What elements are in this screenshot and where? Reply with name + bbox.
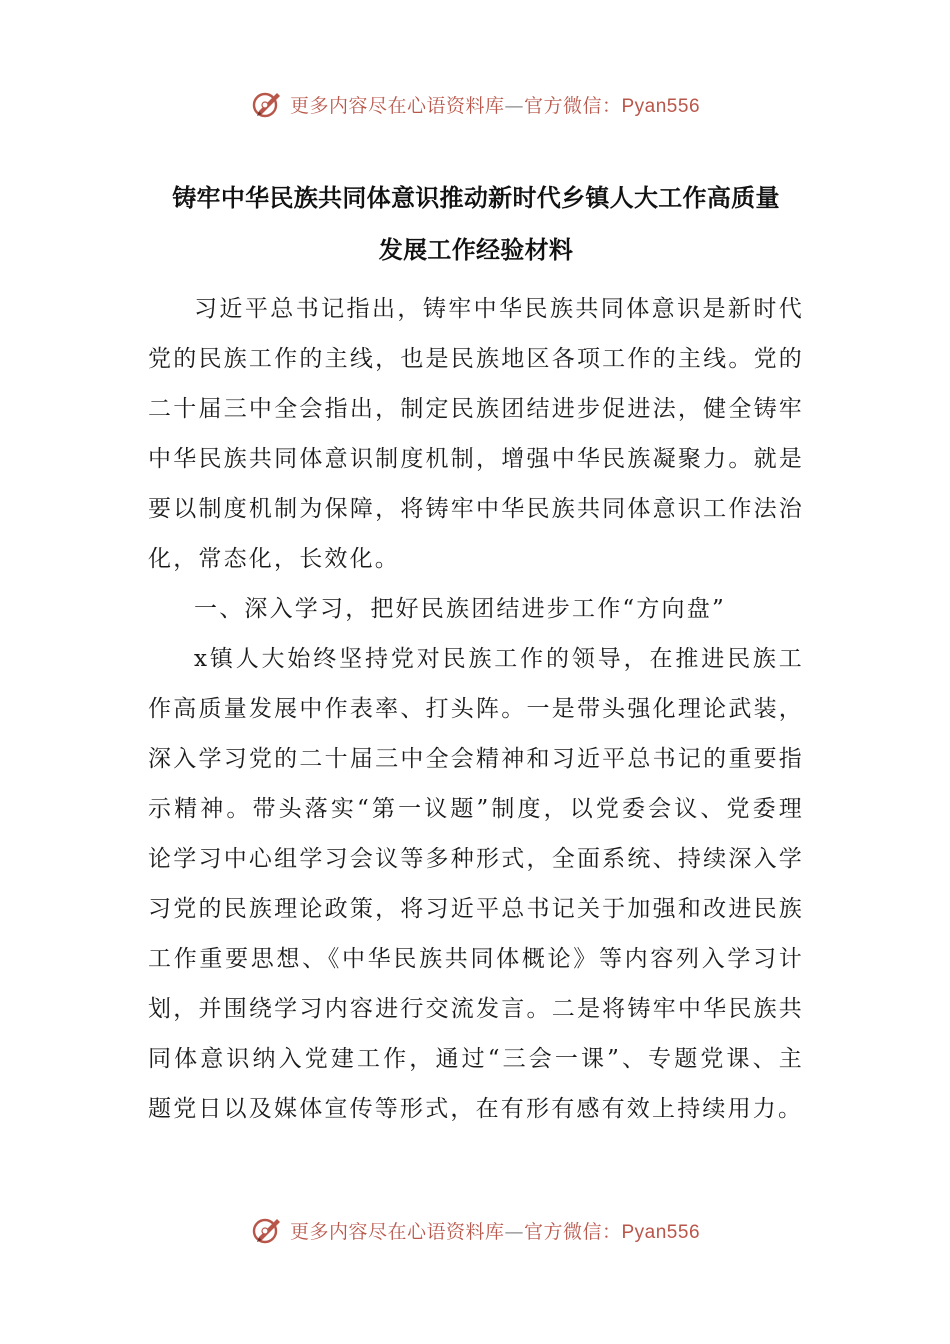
watermark-text [290, 91, 700, 118]
watermark-separator: — [504, 94, 524, 117]
document-title [148, 172, 804, 276]
watermark-site-text: 更多内容尽在心语资料库 [289, 94, 505, 117]
watermark-text [290, 1217, 700, 1244]
watermark-official-label: 官方微信： [523, 94, 622, 117]
section-heading-1: 一、深入学习，把好民族团结进步工作“方向盘” [194, 596, 726, 622]
watermark-separator: — [504, 1220, 524, 1243]
watermark-wechat-id: Pyan556 [621, 95, 701, 117]
footer-watermark [0, 1210, 950, 1250]
document-body [148, 284, 804, 1134]
header-watermark [0, 84, 950, 124]
title-line-1: 铸牢中华民族共同体意识推动新时代乡镇人大工作高质量 [172, 184, 780, 212]
pen-logo-icon [250, 1213, 284, 1247]
pen-logo-icon [250, 87, 284, 121]
watermark-official-label: 官方微信： [523, 1220, 622, 1243]
body-paragraph-intro: 习近平总书记指出，铸牢中华民族共同体意识是新时代党的民族工作的主线，也是民族地区各项工作的主线。党的二十届三中全会指出，制定民族团结进步促进法，健全铸牢中华民族共同体意识制度机制，增强中华民族凝聚力。就是要以制度机制为保障，将铸牢中华民族共同体意识工作法治化，常态化，长效化。 [148, 296, 804, 572]
title-line-2: 发展工作经验材料 [378, 236, 574, 264]
body-paragraph-section-1: x镇人大始终坚持党对民族工作的领导，在推进民族工作高质量发展中作表率、打头阵。一是带头强化理论武装，深入学习党的二十届三中全会精神和习近平总书记的重要指示精神。带头落实“第一议题”制度，以党委会议、党委理论学习中心组学习会议等多种形式，全面系统、持续深入学习党的民族理论政策，将习近平总书记关于加强和改进民族工作重要思想、《中华民族共同体概论》等内容列入学习计划，并围绕学习内容进行交流发言。二是将铸牢中华民族共同体意识纳入党建工作，通过“三会一课”、专题党课、主题党日以及媒体宣传等形式，在有形有感有效上持续用力。 [148, 646, 804, 1122]
watermark-site-text: 更多内容尽在心语资料库 [289, 1220, 505, 1243]
watermark-wechat-id: Pyan556 [621, 1221, 701, 1243]
